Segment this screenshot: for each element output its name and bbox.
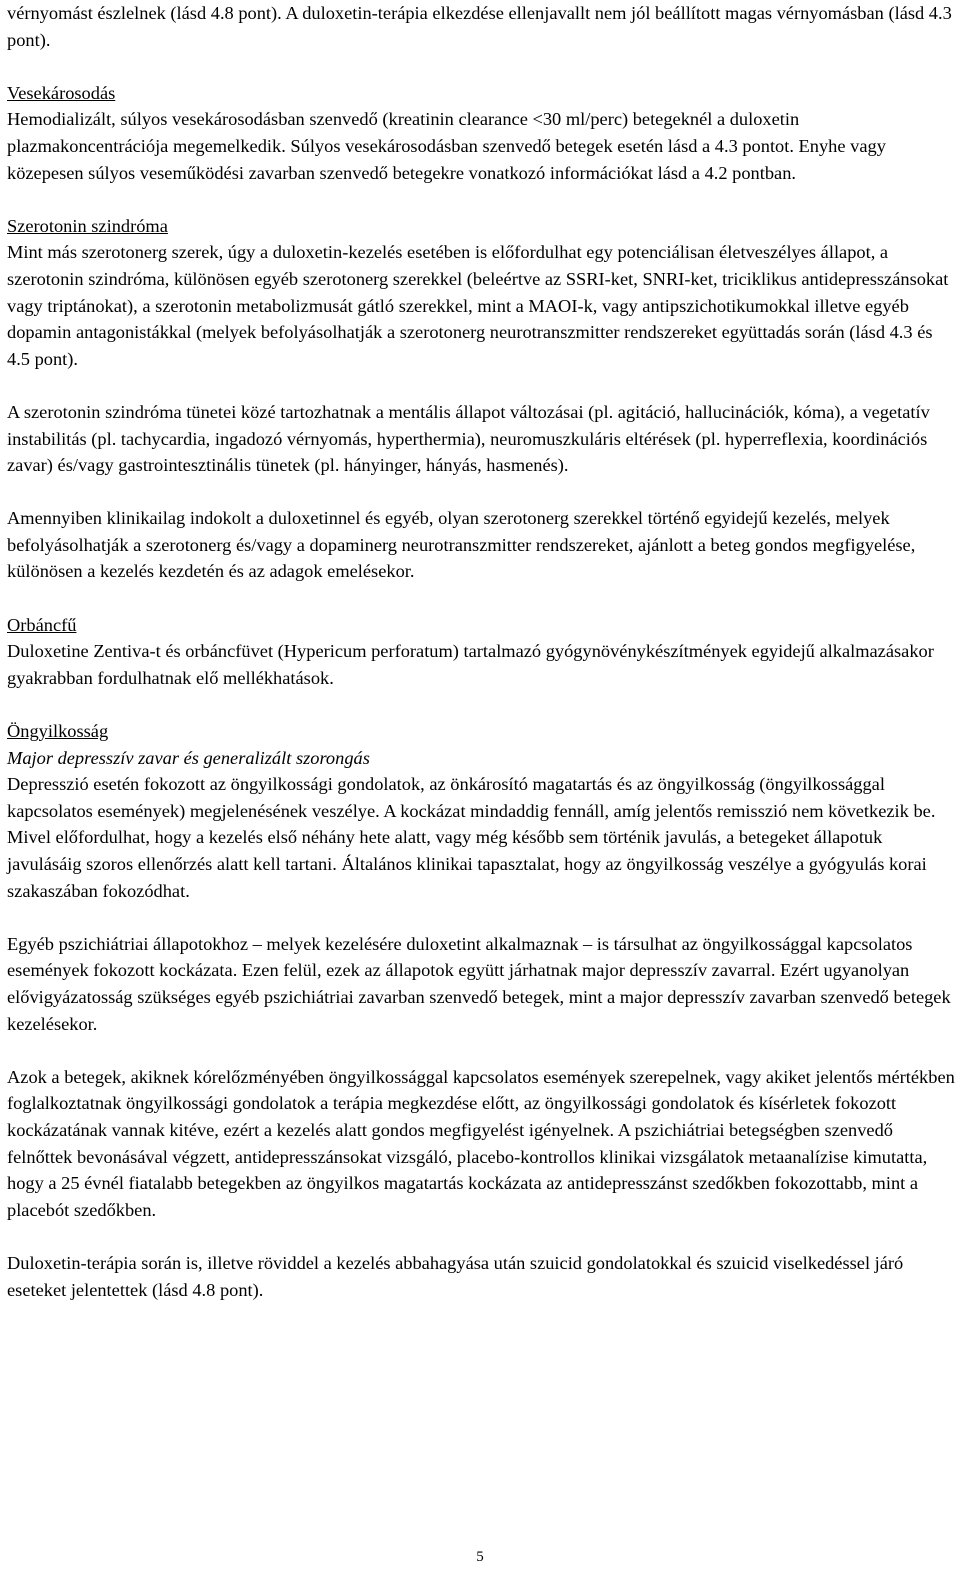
suicide-subheading: Major depresszív zavar és generalizált szorongás xyxy=(7,747,370,768)
suicide-paragraph-3: Azok a betegek, akiknek kórelőzményében öngyilkossággal kapcsolatos események szerepelnek, vagy akiket jelentős mértékben foglalkoztatnak öngyilkossági gondolatok a terápia megkezdése előtt, az öngyilkossági gondolatok és kísérletek fokozott kockázatának vannak kitéve, ezért a kezelés alatt gondos megfigyelést igényelnek. A pszichiátriai betegségben szenvedő felnőttek bevonásával végzett, antidepresszánsokat vizsgáló, placebo-kontrollos klinikai vizsgálatok metaanalízise kimutatta, hogy a 25 évnél fiatalabb betegekben az öngyilkos magatartás kockázata az antidepresszánst szedőkben fokozottabb, mint a placebót szedőkben. xyxy=(7,1066,955,1220)
stjohnswort-heading: Orbáncfű xyxy=(7,614,77,635)
kidney-heading: Vesekárosodás xyxy=(7,82,116,103)
document-body xyxy=(7,0,955,1303)
suicide-heading: Öngyilkosság xyxy=(7,721,109,742)
intro-paragraph: vérnyomást észlelnek (lásd 4.8 pont). A duloxetin-terápia elkezdése ellenjavallt nem jól beállított magas vérnyomásban (lásd 4.3 pont). xyxy=(7,3,952,50)
suicide-paragraph-4: Duloxetin-terápia során is, illetve röviddel a kezelés abbahagyása után szuicid gondolatokkal és szuicid viselkedéssel járó eseteket jelentettek (lásd 4.8 pont). xyxy=(7,1252,904,1300)
page-number: 5 xyxy=(476,1549,484,1565)
suicide-paragraph-1: Depresszió esetén fokozott az öngyilkossági gondolatok, az önkárosító magatartás és az öngyilkosság (öngyilkossággal kapcsolatos események) megjelenésének veszélye. A kockázat mindaddig fennáll, amíg jelentős remisszió nem következik be. Mivel előfordulhat, hogy a kezelés első néhány hete alatt, vagy még később sem történik javulás, a betegeket állapotuk javulásáig szoros ellenőrzés alatt kell tartani. Általános klinikai tapasztalat, hogy az öngyilkosság veszélye a gyógyulás korai szakaszában fokozódhat. xyxy=(7,774,936,901)
serotonin-paragraph-3: Amennyiben klinikailag indokolt a duloxetinnel és egyéb, olyan szerotonerg szerekkel történő egyidejű kezelés, melyek befolyásolhatják a szerotonerg és/vagy a dopaminerg neurotranszmitter rendszereket, ajánlott a beteg gondos megfigyelése, különösen a kezelés kezdetén és az adagok emelésekor. xyxy=(7,508,916,582)
suicide-paragraph-2: Egyéb pszichiátriai állapotokhoz – melyek kezelésére duloxetint alkalmaznak – is társulhat az öngyilkossággal kapcsolatos események fokozott kockázata. Ezen felül, ezek az állapotok együtt járhatnak major depresszív zavarral. Ezért ugyanolyan elővigyázatosság szükséges egyéb pszichiátriai zavarban szenvedő betegek, mint a major depresszív zavarban szenvedő betegek kezelésekor. xyxy=(7,933,951,1034)
stjohnswort-paragraph: Duloxetine Zentiva-t és orbáncfüvet (Hypericum perforatum) tartalmazó gyógynövénykészítmények egyidejű alkalmazásakor gyakrabban fordulhatnak elő mellékhatások. xyxy=(7,641,934,688)
kidney-paragraph: Hemodializált, súlyos vesekárosodásban szenvedő (kreatinin clearance <30 ml/perc) betegeknél a duloxetin plazmakoncentrációja megemelkedik. Súlyos vesekárosodásban szenvedő betegek esetén lásd a 4.3 pontot. Enyhe vagy közepesen súlyos veseműködési zavarban szenvedő betegekre vonatkozó információkat lásd a 4.2 pontban. xyxy=(7,109,886,183)
serotonin-heading: Szerotonin szindróma xyxy=(7,215,168,236)
serotonin-paragraph-2: A szerotonin szindróma tünetei közé tartozhatnak a mentális állapot változásai (pl. agitáció, hallucinációk, kóma), a vegetatív instabilitás (pl. tachycardia, ingadozó vérnyomás, hyperthermia), neuromuszkuláris eltérések (pl. hyperreflexia, koordinációs zavar) és/vagy gastrointesztinális tünetek (pl. hányinger, hányás, hasmenés). xyxy=(7,401,930,476)
serotonin-paragraph-1: Mint más szerotonerg szerek, úgy a duloxetin-kezelés esetében is előfordulhat egy potenciálisan életveszélyes állapot, a szerotonin szindróma, különösen egyéb szerotonerg szerekkel (beleértve az SSRI-ket, SNRI-ket, triciklikus antidepresszánsokat vagy triptánokat), a szerotonin metabolizmusát gátló szerekkel, mint a MAOI-k, vagy antipszichotikumokkal illetve egyéb dopamin antagonistákkal (melyek befolyásolhatják a szerotonerg neurotranszmitter rendszereket együttadás során (lásd 4.3 és 4.5 pont). xyxy=(7,242,949,369)
